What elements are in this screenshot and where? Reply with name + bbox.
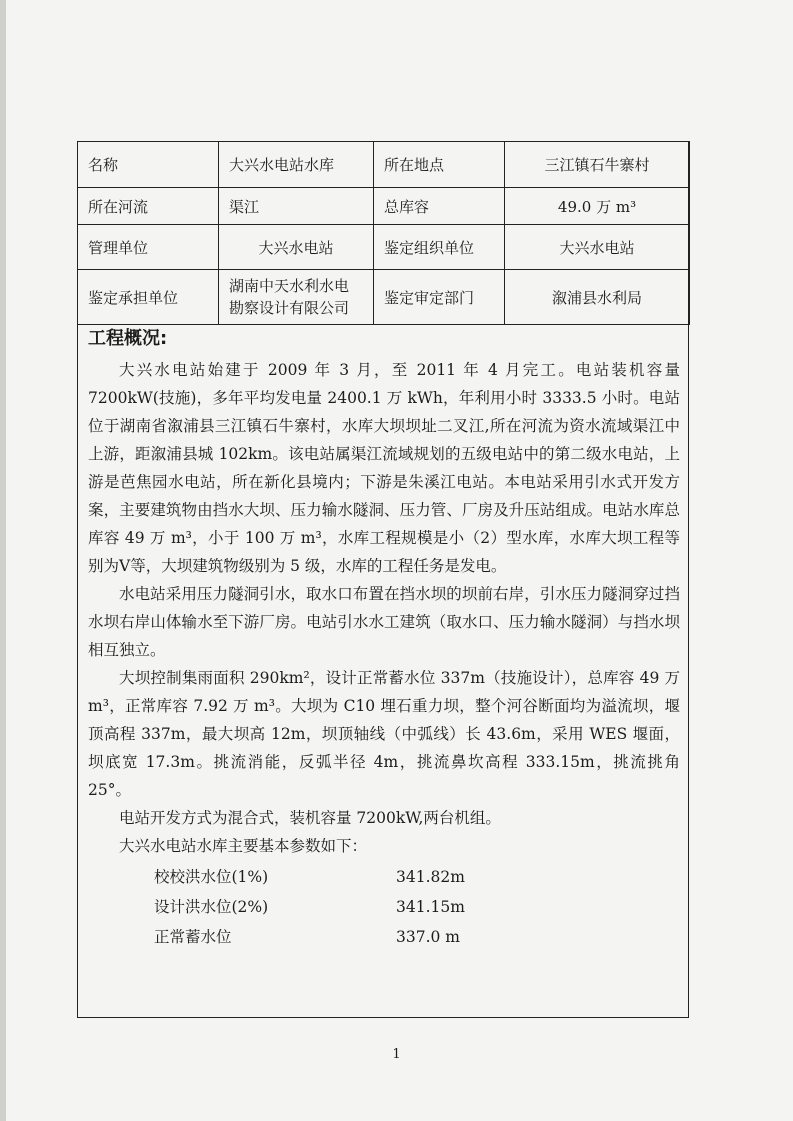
parameter-list	[88, 862, 680, 952]
value-capacity: 49.0 万 m³	[505, 188, 690, 225]
parameter-row	[88, 862, 680, 892]
label-location: 所在地点	[374, 142, 505, 188]
parameter-label: 正常蓄水位	[154, 928, 232, 946]
label-management: 管理单位	[78, 225, 219, 270]
parameter-value: 341.15m	[396, 898, 465, 916]
label-name: 名称	[78, 142, 219, 188]
table-row	[78, 142, 690, 188]
paragraph: 电站开发方式为混合式，装机容量 7200kW,两台机组。	[119, 809, 501, 827]
page-number: 1	[392, 1047, 401, 1062]
scan-edge	[0, 0, 6, 1121]
parameter-value: 341.82m	[396, 868, 465, 886]
label-undertaker: 鉴定承担单位	[78, 270, 219, 325]
table-row	[78, 225, 690, 270]
paragraph: 大坝控制集雨面积 290km²，设计正常蓄水位 337m（技施设计），总库容 49 万 m³，正常库容 7.92 万 m³。大坝为 C10 埋石重力坝，整个河谷断面均为溢流坝，堰顶高程 337m，最大坝高 12m，坝顶轴线（中弧线）长 43.6m，采用 WES 堰面，坝底宽 17.3m。挑流消能，反弧半径 4m，挑流鼻坎高程 333.15m，挑流挑角 25°。	[88, 669, 680, 799]
label-river: 所在河流	[78, 188, 219, 225]
label-capacity: 总库容	[374, 188, 505, 225]
info-table	[77, 141, 690, 325]
paragraph: 大兴水电站水库主要基本参数如下：	[119, 837, 368, 855]
label-organizer: 鉴定组织单位	[374, 225, 505, 270]
value-organizer: 大兴水电站	[505, 225, 690, 270]
section-heading: 工程概况:	[88, 328, 168, 349]
parameter-label: 设计洪水位(2%)	[154, 898, 269, 916]
table-row	[78, 270, 690, 325]
value-location: 三江镇石牛寨村	[505, 142, 690, 188]
value-name: 大兴水电站水库	[219, 142, 374, 188]
value-approver: 溆浦县水利局	[505, 270, 690, 325]
table-row	[78, 188, 690, 225]
parameter-value: 337.0 m	[396, 928, 460, 946]
parameter-row	[88, 892, 680, 922]
paragraph: 水电站采用压力隧洞引水，取水口布置在挡水坝的坝前右岸，引水压力隧洞穿过挡水坝右岸山体输水至下游厂房。电站引水水工建筑（取水口、压力输水隧洞）与挡水坝相互独立。	[88, 585, 680, 659]
parameter-label: 校校洪水位(1%)	[154, 868, 269, 886]
value-undertaker: 湖南中天水利水电勘察设计有限公司	[219, 270, 374, 325]
parameter-row	[88, 922, 680, 952]
value-river: 渠江	[219, 188, 374, 225]
label-approver: 鉴定审定部门	[374, 270, 505, 325]
paragraph: 大兴水电站始建于 2009 年 3 月，至 2011 年 4 月完工。电站装机容量 7200kW(技施)，多年平均发电量 2400.1 万 kWh，年利用小时 3333.5 小时。电站位于湖南省溆浦县三江镇石牛寨村，水库大坝坝址二叉江,所在河流为资水流域渠江中上游，距溆浦县城 102km。该电站属渠江流域规划的五级电站中的第二级水电站，上游是芭焦园水电站，所在新化县境内；下游是朱溪江电站。本电站采用引水式开发方案，主要建筑物由挡水大坝、压力输水隧洞、压力管、厂房及升压站组成。电站水库总库容 49 万 m³，小于 100 万 m³，水库工程规模是小（2）型水库，水库大坝工程等别为Ⅴ等，大坝建筑物级别为 5 级，水库的工程任务是发电。	[88, 361, 680, 575]
overview-section	[88, 322, 680, 952]
value-management: 大兴水电站	[219, 225, 374, 270]
